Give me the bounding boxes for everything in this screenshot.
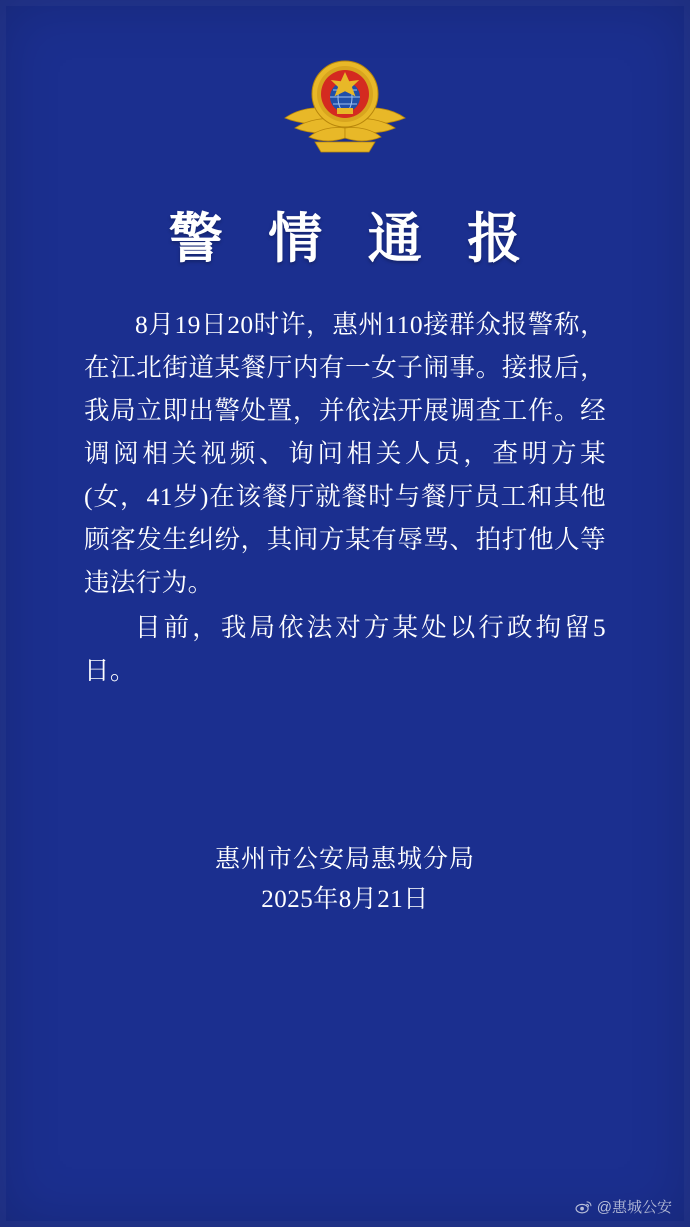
notice-body <box>84 303 606 692</box>
emblem-container <box>281 0 409 170</box>
weibo-watermark <box>575 1196 672 1217</box>
weibo-handle: @惠城公安 <box>596 1199 672 1216</box>
weibo-icon <box>575 1198 592 1215</box>
issue-date: 2025年8月21日 <box>261 886 429 913</box>
issuing-organization: 惠州市公安局惠城分局 <box>214 846 475 873</box>
notice-paragraph-1: 8月19日20时许，惠州110接群众报警称，在江北街道某餐厅内有一女子闹事。接报后，我局立即出警处置，并依法开展调查工作。经调阅相关视频、询问相关人员，查明方某(女，41岁)在该餐厅就餐时与餐厅员工和其他顾客发生纠纷，其间方某有辱骂、拍打他人等违法行为。 <box>84 310 606 597</box>
page-title: 警 情 通 报 <box>168 209 538 269</box>
notice-paragraph-2: 目前，我局依法对方某处以行政拘留5日。 <box>84 613 606 685</box>
china-police-emblem-icon <box>281 52 409 164</box>
signature-block <box>0 840 690 920</box>
